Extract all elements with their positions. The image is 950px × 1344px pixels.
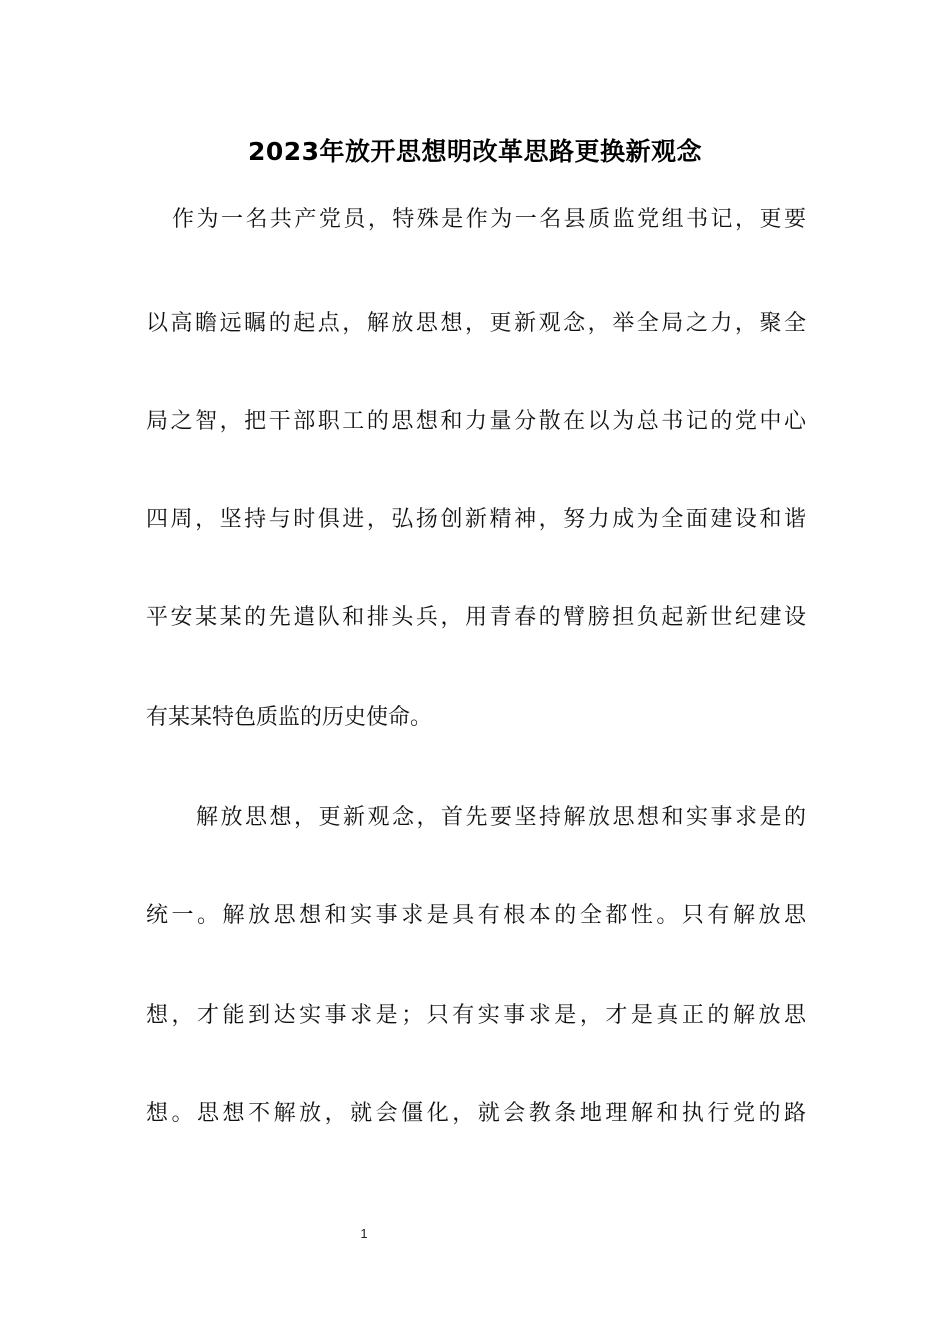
paragraph-2-line: 解放思想，更新观念，首先要坚持解放思想和实事求是的 bbox=[196, 805, 806, 830]
paragraph-1-line: 局之智，把干部职工的思想和力量分散在以为总书记的党中心 bbox=[146, 409, 806, 434]
paragraph-2-line: 想，才能到达实事求是；只有实事求是，才是真正的解放思 bbox=[146, 1003, 806, 1028]
paragraph-1-line: 作为一名共产党员，特殊是作为一名县质监党组书记，更要 bbox=[172, 207, 806, 232]
paragraph-1-line: 有某某特色质监的历史使命。 bbox=[146, 705, 433, 730]
page-number: 1 bbox=[360, 1226, 368, 1241]
paragraph-2-line: 统一。解放思想和实事求是具有根本的全都性。只有解放思 bbox=[146, 903, 806, 928]
paragraph-2-line: 想。思想不解放，就会僵化，就会教条地理解和执行党的路 bbox=[146, 1101, 806, 1126]
paragraph-1-line: 四周，坚持与时俱进，弘扬创新精神，努力成为全面建设和谐 bbox=[146, 507, 806, 532]
paragraph-1-line: 平安某某的先遣队和排头兵，用青春的臂膀担负起新世纪建设 bbox=[146, 605, 806, 630]
document-title: 2023年放开思想明改革思路更换新观念 bbox=[247, 137, 703, 166]
paragraph-1-line: 以高瞻远瞩的起点，解放思想，更新观念，举全局之力，聚全 bbox=[146, 311, 806, 336]
